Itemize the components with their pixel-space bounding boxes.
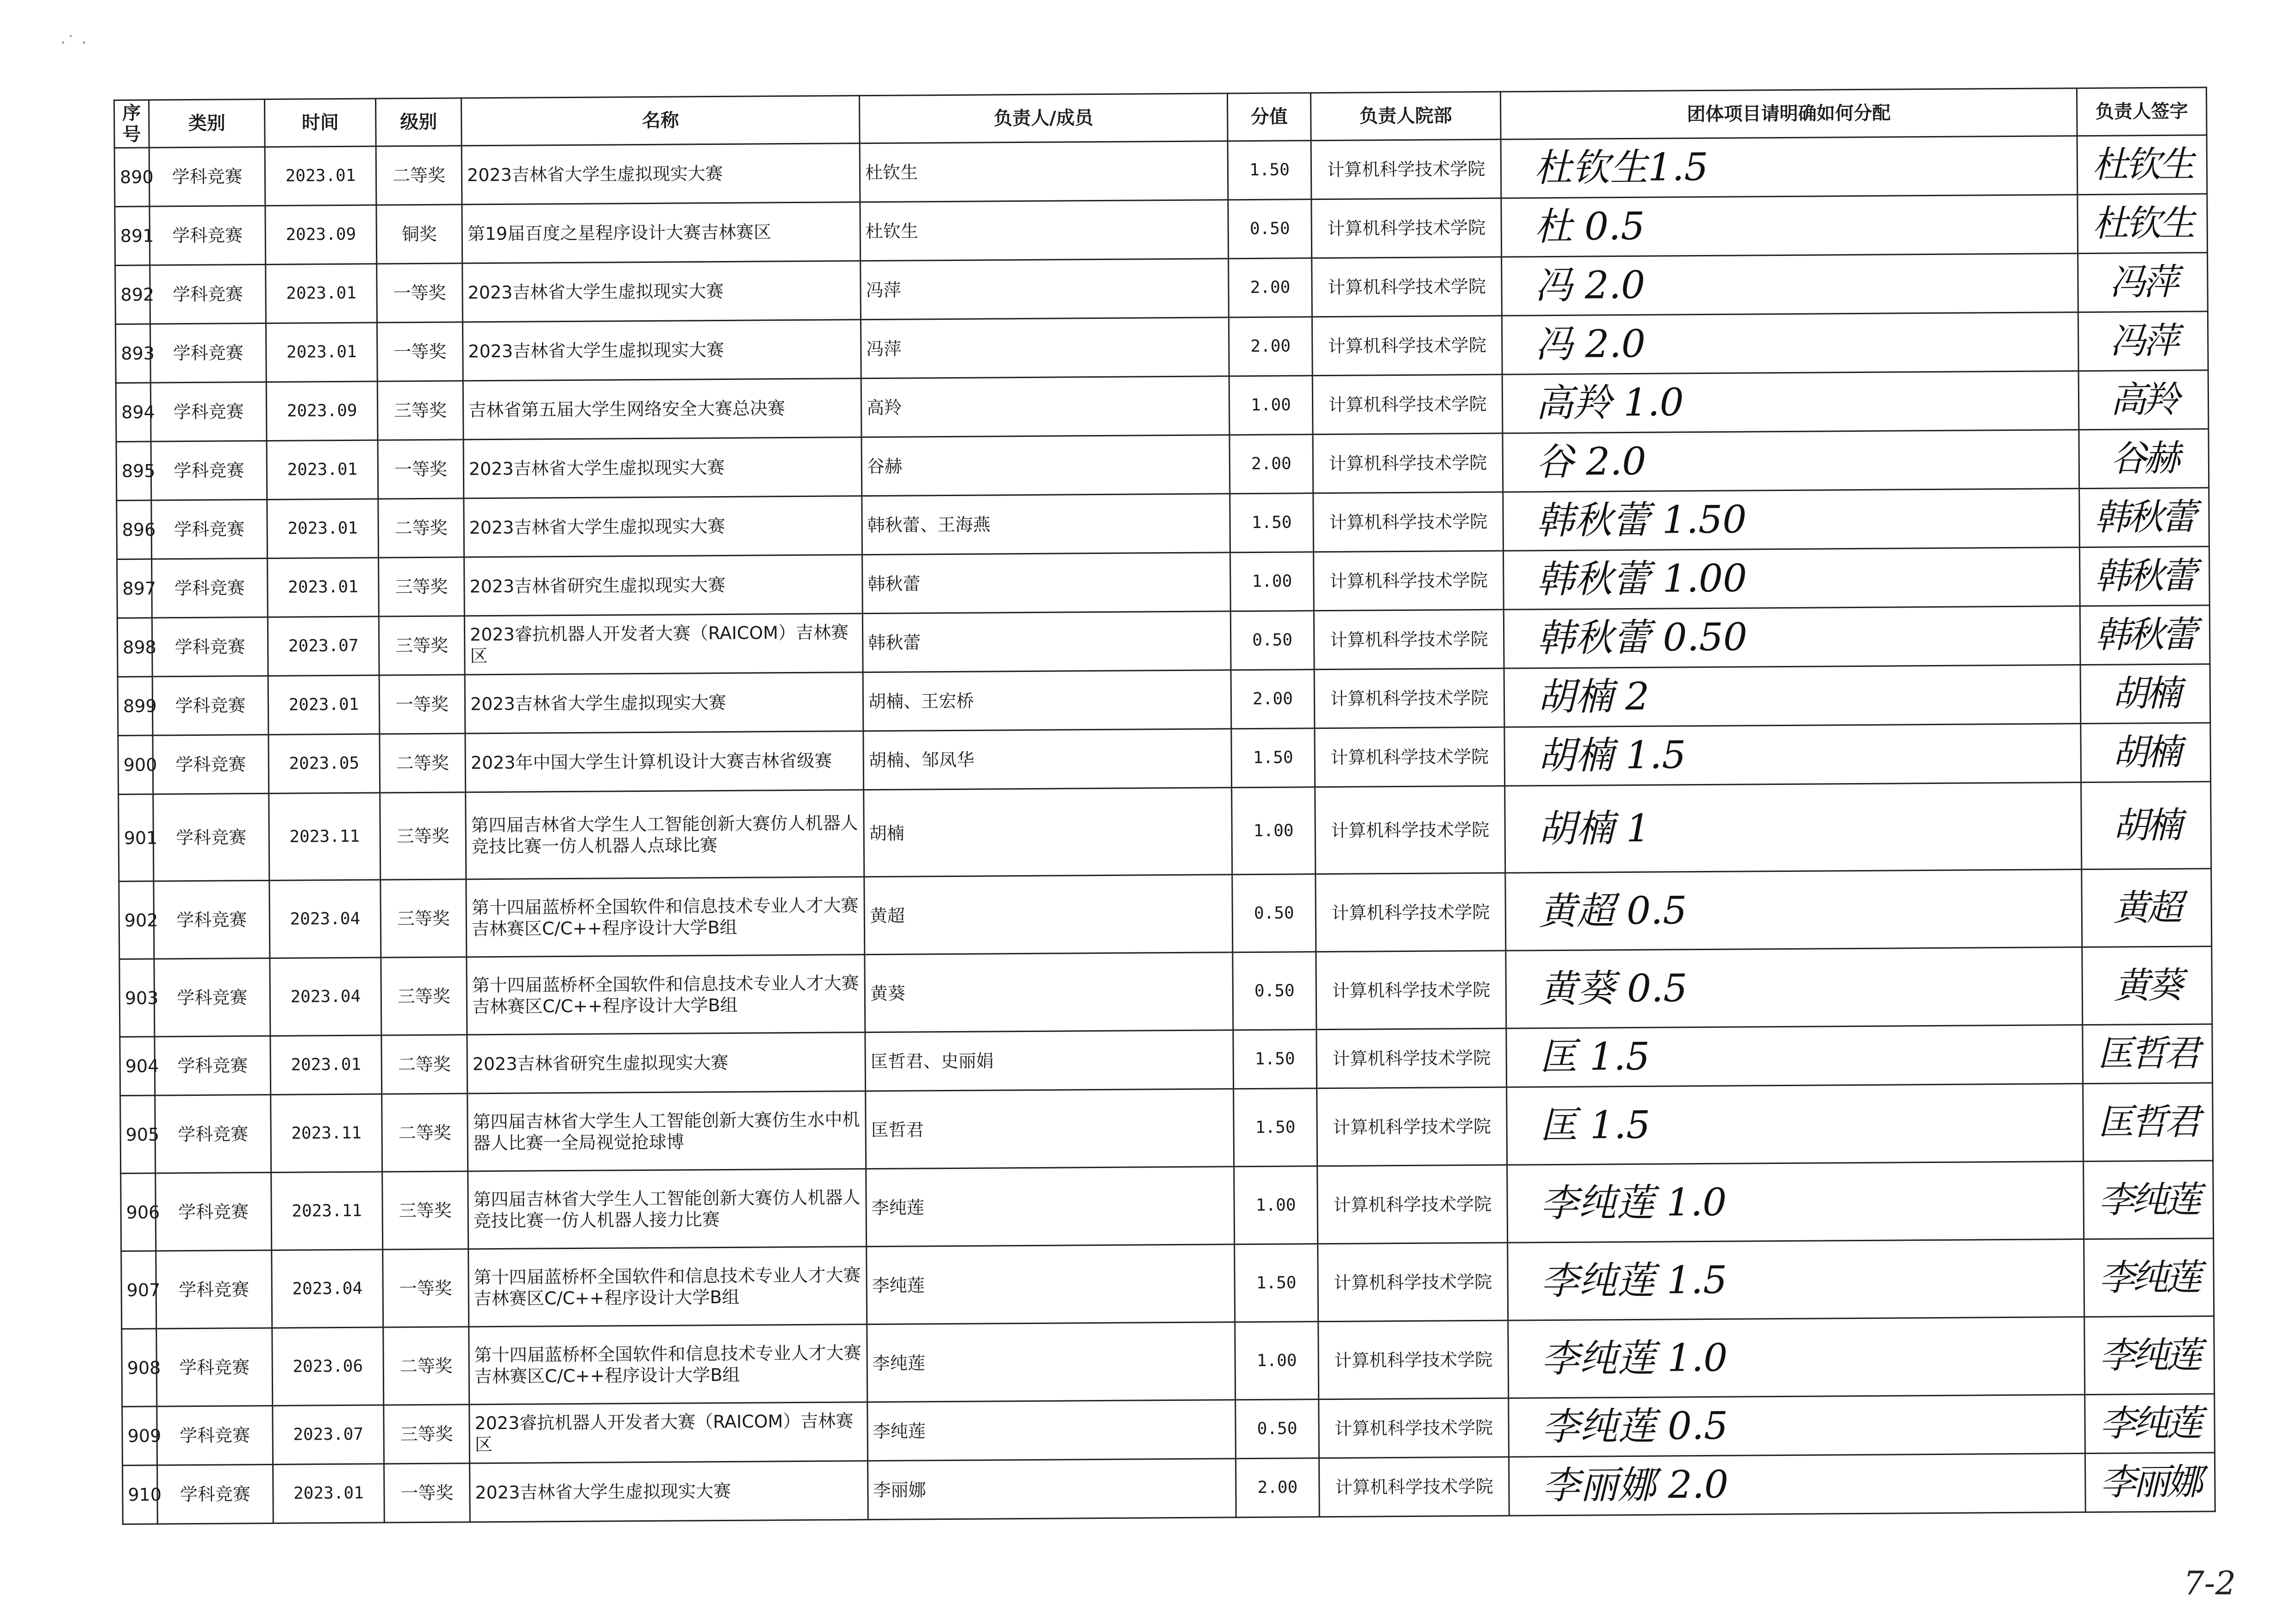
cell-seq: 902 — [119, 881, 154, 959]
header-signature: 负责人签字 — [2077, 87, 2207, 136]
cell-allocation-handwritten: 谷 2.0 — [1503, 430, 2079, 492]
cell-name: 2023吉林省大学生虚拟现实大赛 — [465, 672, 863, 734]
table-row — [119, 946, 2212, 1037]
cell-allocation-handwritten: 高羚 1.0 — [1502, 371, 2079, 434]
cell-seq: 906 — [121, 1173, 156, 1251]
cell-dept: 计算机科学技术学院 — [1313, 492, 1504, 552]
cell-name: 第十四届蓝桥杯全国软件和信息技术专业人才大赛吉林赛区C/C++程序设计大学B组 — [467, 955, 865, 1035]
cell-dept: 计算机科学技术学院 — [1319, 1457, 1509, 1517]
cell-time: 2023.09 — [266, 381, 378, 441]
cell-score: 2.00 — [1229, 317, 1312, 376]
cell-seq: 895 — [116, 442, 151, 500]
cell-dept: 计算机科学技术学院 — [1318, 1320, 1509, 1399]
cell-category: 学科竞赛 — [151, 441, 267, 500]
cell-name: 第四届吉林省大学生人工智能创新大赛仿人机器人竞技比赛一仿人机器人点球比赛 — [466, 790, 864, 879]
cell-name: 第十四届蓝桥杯全国软件和信息技术专业人才大赛吉林赛区C/C++程序设计大学B组 — [469, 1325, 867, 1405]
table-row — [119, 869, 2212, 959]
cell-allocation-handwritten: 冯 2.0 — [1502, 254, 2078, 316]
header-name: 名称 — [461, 96, 860, 146]
cell-time: 2023.01 — [273, 1464, 385, 1523]
cell-dept: 计算机科学技术学院 — [1311, 139, 1501, 199]
cell-signature-handwritten: 匡哲君 — [2083, 1083, 2213, 1162]
cell-allocation-handwritten: 杜 0.5 — [1501, 195, 2078, 257]
cell-time: 2023.04 — [270, 958, 381, 1036]
cell-time: 2023.07 — [273, 1405, 384, 1464]
cell-name: 2023吉林省大学生虚拟现实大赛 — [462, 143, 860, 205]
cell-seq: 910 — [123, 1465, 158, 1524]
cell-leader: 匡哲君、史丽娟 — [865, 1030, 1234, 1091]
cell-category: 学科竞赛 — [157, 1405, 273, 1465]
cell-allocation-handwritten: 李纯莲 1.5 — [1508, 1239, 2084, 1321]
cell-allocation-handwritten: 韩秋蕾 1.00 — [1504, 547, 2080, 610]
cell-category: 学科竞赛 — [157, 1464, 274, 1524]
cell-score: 2.00 — [1229, 435, 1313, 494]
cell-signature-handwritten: 杜钦生 — [2078, 194, 2208, 254]
table-row — [122, 1316, 2215, 1407]
cell-signature-handwritten: 谷赫 — [2079, 429, 2209, 489]
cell-name: 2023吉林省大学生虚拟现实大赛 — [462, 320, 861, 381]
table-row — [119, 782, 2211, 882]
cell-score: 1.50 — [1228, 141, 1311, 200]
cell-name: 2023吉林省大学生虚拟现实大赛 — [464, 496, 862, 557]
cell-signature-handwritten: 匡哲君 — [2083, 1024, 2213, 1084]
cell-seq: 908 — [122, 1329, 157, 1406]
cell-seq: 905 — [120, 1095, 156, 1173]
cell-level: 一等奖 — [377, 263, 463, 323]
cell-signature-handwritten: 胡楠 — [2081, 723, 2211, 783]
cell-time: 2023.11 — [269, 793, 381, 880]
cell-name: 2023睿抗机器人开发者大赛（RAICOM）吉林赛区 — [469, 1402, 868, 1463]
cell-time: 2023.05 — [268, 734, 380, 793]
cell-signature-handwritten: 李丽娜 — [2085, 1453, 2215, 1512]
cell-name: 第四届吉林省大学生人工智能创新大赛仿生水中机器人比赛一全局视觉抢球博 — [468, 1091, 866, 1171]
cell-level: 三等奖 — [382, 1171, 468, 1250]
cell-seq: 893 — [115, 324, 150, 383]
page-number-handwritten: 7-2 — [2184, 1564, 2236, 1602]
cell-level: 二等奖 — [380, 734, 466, 793]
cell-leader: 李纯莲 — [867, 1244, 1235, 1325]
cell-level: 三等奖 — [377, 381, 463, 440]
cell-dept: 计算机科学技术学院 — [1314, 609, 1504, 670]
cell-time: 2023.09 — [265, 205, 377, 264]
cell-leader: 李纯莲 — [867, 1400, 1236, 1461]
cell-dept: 计算机科学技术学院 — [1312, 316, 1502, 376]
cell-time: 2023.01 — [267, 440, 378, 499]
cell-score: 2.00 — [1231, 670, 1315, 729]
cell-seq: 898 — [117, 618, 152, 677]
header-dept: 负责人院部 — [1310, 92, 1501, 141]
cell-signature-handwritten: 高羚 — [2078, 370, 2209, 430]
cell-allocation-handwritten: 胡楠 2 — [1504, 665, 2081, 728]
cell-dept: 计算机科学技术学院 — [1311, 198, 1502, 258]
cell-level: 二等奖 — [383, 1327, 469, 1405]
cell-score: 1.00 — [1234, 1166, 1318, 1244]
cell-category: 学科竞赛 — [149, 147, 265, 207]
cell-name: 第19届百度之星程序设计大赛吉林赛区 — [462, 202, 861, 263]
cell-time: 2023.01 — [266, 264, 377, 323]
cell-leader: 韩秋蕾 — [862, 553, 1231, 614]
cell-score: 1.50 — [1235, 1244, 1318, 1322]
cell-allocation-handwritten: 韩秋蕾 0.50 — [1504, 606, 2080, 669]
cell-leader: 韩秋蕾 — [862, 611, 1231, 672]
cell-leader: 李纯莲 — [867, 1322, 1235, 1402]
header-score: 分值 — [1227, 93, 1311, 141]
cell-leader: 冯萍 — [861, 259, 1229, 320]
cell-dept: 计算机科学技术学院 — [1315, 786, 1505, 874]
cell-leader: 胡楠 — [864, 788, 1232, 877]
cell-time: 2023.06 — [272, 1327, 384, 1405]
cell-seq: 892 — [115, 265, 150, 324]
cell-name: 吉林省第五届大学生网络安全大赛总决赛 — [463, 379, 861, 440]
cell-signature-handwritten: 李纯莲 — [2084, 1161, 2214, 1239]
cell-time: 2023.01 — [266, 323, 377, 382]
header-level: 级别 — [375, 98, 462, 146]
cell-seq: 904 — [120, 1037, 155, 1095]
cell-level: 一等奖 — [384, 1463, 470, 1523]
table-row — [123, 1453, 2215, 1524]
cell-dept: 计算机科学技术学院 — [1317, 1087, 1507, 1166]
cell-seq: 891 — [115, 206, 150, 265]
cell-leader: 冯萍 — [861, 317, 1229, 379]
cell-dept: 计算机科学技术学院 — [1318, 1243, 1508, 1322]
cell-score: 0.50 — [1235, 1399, 1319, 1459]
cell-name: 2023吉林省大学生虚拟现实大赛 — [462, 261, 861, 322]
cell-allocation-handwritten: 韩秋蕾 1.50 — [1503, 489, 2080, 551]
cell-leader: 胡楠、邹凤华 — [863, 729, 1232, 790]
table-row — [121, 1238, 2214, 1329]
cell-level: 三等奖 — [384, 1405, 470, 1464]
cell-time: 2023.01 — [265, 146, 376, 205]
cell-leader: 黄超 — [864, 875, 1233, 955]
cell-level: 一等奖 — [378, 440, 464, 499]
cell-name: 第四届吉林省大学生人工智能创新大赛仿人机器人竞技比赛一仿人机器人接力比赛 — [468, 1169, 867, 1249]
cell-leader: 高羚 — [861, 376, 1229, 437]
cell-score: 2.00 — [1229, 258, 1312, 317]
cell-category: 学科竞赛 — [154, 958, 270, 1037]
cell-signature-handwritten: 黄超 — [2082, 869, 2212, 947]
cell-level: 三等奖 — [380, 792, 466, 880]
cell-category: 学科竞赛 — [156, 1250, 272, 1329]
cell-seq: 897 — [117, 559, 152, 618]
cell-level: 二等奖 — [378, 498, 464, 558]
cell-signature-handwritten: 冯萍 — [2078, 311, 2208, 371]
cell-level: 三等奖 — [379, 616, 465, 675]
cell-allocation-handwritten: 黄超 0.5 — [1505, 870, 2082, 951]
cell-category: 学科竞赛 — [156, 1328, 273, 1406]
cell-category: 学科竞赛 — [152, 676, 268, 735]
cell-score: 2.00 — [1235, 1458, 1319, 1517]
cell-name: 2023吉林省研究生虚拟现实大赛 — [467, 1032, 866, 1094]
cell-signature-handwritten: 韩秋蕾 — [2079, 488, 2209, 547]
cell-category: 学科竞赛 — [152, 617, 268, 677]
cell-dept: 计算机科学技术学院 — [1317, 1165, 1508, 1244]
cell-score: 1.50 — [1231, 728, 1315, 788]
cell-allocation-handwritten: 李纯莲 1.0 — [1508, 1317, 2085, 1399]
cell-signature-handwritten: 胡楠 — [2081, 782, 2211, 870]
cell-allocation-handwritten: 冯 2.0 — [1502, 312, 2078, 375]
header-time: 时间 — [265, 99, 376, 147]
cell-allocation-handwritten: 胡楠 1 — [1505, 783, 2082, 873]
cell-score: 0.50 — [1228, 199, 1312, 259]
cell-signature-handwritten: 冯萍 — [2078, 253, 2208, 312]
cell-signature-handwritten: 韩秋蕾 — [2079, 547, 2209, 606]
cell-seq: 890 — [114, 148, 150, 206]
cell-leader: 李纯莲 — [866, 1167, 1235, 1247]
cell-signature-handwritten: 李纯莲 — [2084, 1316, 2215, 1395]
cell-dept: 计算机科学技术学院 — [1319, 1398, 1509, 1458]
cell-level: 三等奖 — [379, 557, 465, 616]
cell-time: 2023.01 — [268, 558, 379, 617]
cell-dept: 计算机科学技术学院 — [1316, 873, 1506, 952]
cell-category: 学科竞赛 — [152, 558, 268, 618]
cell-level: 三等奖 — [381, 879, 467, 958]
cell-score: 0.50 — [1232, 874, 1316, 952]
cell-time: 2023.11 — [271, 1172, 383, 1250]
cell-category: 学科竞赛 — [150, 323, 266, 383]
header-allocation: 团体项目请明确如何分配 — [1500, 88, 2077, 140]
cell-allocation-handwritten: 李丽娜 2.0 — [1509, 1454, 2085, 1516]
cell-allocation-handwritten: 李纯莲 0.5 — [1509, 1395, 2085, 1457]
header-leader: 负责人/成员 — [859, 93, 1228, 143]
cell-name: 2023吉林省大学生虚拟现实大赛 — [470, 1461, 868, 1522]
cell-time: 2023.04 — [272, 1250, 383, 1328]
cell-level: 一等奖 — [383, 1249, 469, 1327]
cell-signature-handwritten: 李纯莲 — [2085, 1394, 2215, 1454]
cell-category: 学科竞赛 — [150, 264, 266, 324]
cell-level: 铜奖 — [376, 205, 462, 264]
cell-seq: 900 — [118, 735, 153, 794]
cell-score: 1.50 — [1234, 1088, 1317, 1167]
table-row — [120, 1083, 2213, 1174]
cell-seq: 909 — [122, 1406, 157, 1465]
cell-time: 2023.11 — [271, 1094, 382, 1172]
cell-level: 二等奖 — [376, 146, 462, 205]
cell-score: 1.00 — [1230, 552, 1314, 611]
cell-leader: 匡哲君 — [866, 1089, 1234, 1169]
cell-leader: 谷赫 — [861, 435, 1230, 496]
cell-dept: 计算机科学技术学院 — [1314, 668, 1504, 728]
cell-signature-handwritten: 胡楠 — [2080, 664, 2210, 724]
cell-time: 2023.01 — [270, 1035, 382, 1094]
cell-category: 学科竞赛 — [150, 382, 267, 442]
cell-name: 第十四届蓝桥杯全国软件和信息技术专业人才大赛吉林赛区C/C++程序设计大学B组 — [466, 877, 865, 957]
cell-level: 一等奖 — [379, 675, 465, 734]
cell-level: 三等奖 — [381, 957, 467, 1035]
cell-category: 学科竞赛 — [150, 206, 266, 266]
cell-time: 2023.01 — [267, 499, 379, 558]
cell-signature-handwritten: 黄葵 — [2082, 946, 2212, 1025]
cell-leader: 杜钦生 — [860, 141, 1228, 202]
cell-leader: 杜钦生 — [860, 200, 1229, 261]
cell-name: 2023睿抗机器人开发者大赛（RAICOM）吉林赛区 — [464, 614, 863, 675]
cell-dept: 计算机科学技术学院 — [1312, 374, 1503, 435]
cell-category: 学科竞赛 — [153, 734, 269, 794]
cell-name: 2023吉林省研究生虚拟现实大赛 — [464, 555, 863, 616]
cell-dept: 计算机科学技术学院 — [1312, 257, 1502, 317]
cell-level: 一等奖 — [377, 322, 463, 381]
cell-name: 第十四届蓝桥杯全国软件和信息技术专业人才大赛吉林赛区C/C++程序设计大学B组 — [468, 1247, 867, 1327]
cell-category: 学科竞赛 — [155, 1094, 271, 1173]
cell-category: 学科竞赛 — [155, 1036, 271, 1095]
cell-time: 2023.04 — [269, 880, 381, 958]
cell-seq: 907 — [121, 1251, 156, 1329]
cell-signature-handwritten: 杜钦生 — [2077, 135, 2207, 195]
cell-name: 2023年中国大学生计算机设计大赛吉林省级赛 — [465, 731, 864, 792]
cell-dept: 计算机科学技术学院 — [1316, 951, 1506, 1030]
cell-allocation-handwritten: 李纯莲 1.0 — [1507, 1162, 2084, 1243]
cell-dept: 计算机科学技术学院 — [1315, 727, 1505, 787]
cell-seq: 896 — [117, 500, 152, 559]
scan-specks: ·˙ · — [60, 32, 87, 54]
cell-allocation-handwritten: 黄葵 0.5 — [1506, 947, 2083, 1029]
header-seq: 序号 — [114, 100, 150, 148]
cell-score: 1.50 — [1233, 1030, 1317, 1089]
cell-category: 学科竞赛 — [154, 880, 270, 959]
cell-level: 二等奖 — [381, 1035, 468, 1094]
cell-score: 0.50 — [1230, 611, 1314, 670]
cell-signature-handwritten: 李纯莲 — [2084, 1238, 2214, 1317]
cell-time: 2023.01 — [268, 675, 380, 734]
cell-allocation-handwritten: 匡 1.5 — [1506, 1025, 2083, 1088]
cell-name: 2023吉林省大学生虚拟现实大赛 — [463, 437, 862, 498]
cell-dept: 计算机科学技术学院 — [1313, 433, 1503, 493]
cell-category: 学科竞赛 — [156, 1172, 272, 1251]
cell-leader: 韩秋蕾、王海燕 — [862, 494, 1230, 555]
cell-seq: 894 — [116, 383, 151, 442]
cell-allocation-handwritten: 杜钦生1.5 — [1501, 136, 2078, 199]
cell-leader: 黄葵 — [865, 952, 1233, 1032]
cell-leader: 李丽娜 — [867, 1459, 1236, 1520]
cell-time: 2023.07 — [268, 616, 379, 676]
cell-leader: 胡楠、王宏桥 — [863, 670, 1231, 731]
cell-score: 0.50 — [1233, 952, 1316, 1030]
cell-dept: 计算机科学技术学院 — [1314, 551, 1504, 611]
cell-allocation-handwritten: 胡楠 1.5 — [1504, 724, 2081, 786]
cell-score: 1.00 — [1232, 787, 1316, 875]
cell-allocation-handwritten: 匡 1.5 — [1507, 1084, 2084, 1165]
table-row — [121, 1161, 2214, 1251]
cell-seq: 903 — [119, 959, 155, 1037]
cell-signature-handwritten: 韩秋蕾 — [2080, 605, 2210, 665]
award-roster-table — [113, 87, 2216, 1525]
cell-category: 学科竞赛 — [153, 793, 269, 881]
cell-score: 1.00 — [1229, 376, 1313, 435]
cell-seq: 901 — [119, 794, 154, 881]
cell-category: 学科竞赛 — [151, 499, 268, 559]
cell-score: 1.00 — [1235, 1322, 1319, 1400]
cell-score: 1.50 — [1230, 493, 1314, 553]
cell-seq: 899 — [118, 677, 153, 735]
cell-dept: 计算机科学技术学院 — [1316, 1028, 1507, 1088]
header-category: 类别 — [149, 99, 265, 148]
cell-level: 二等奖 — [382, 1094, 468, 1172]
